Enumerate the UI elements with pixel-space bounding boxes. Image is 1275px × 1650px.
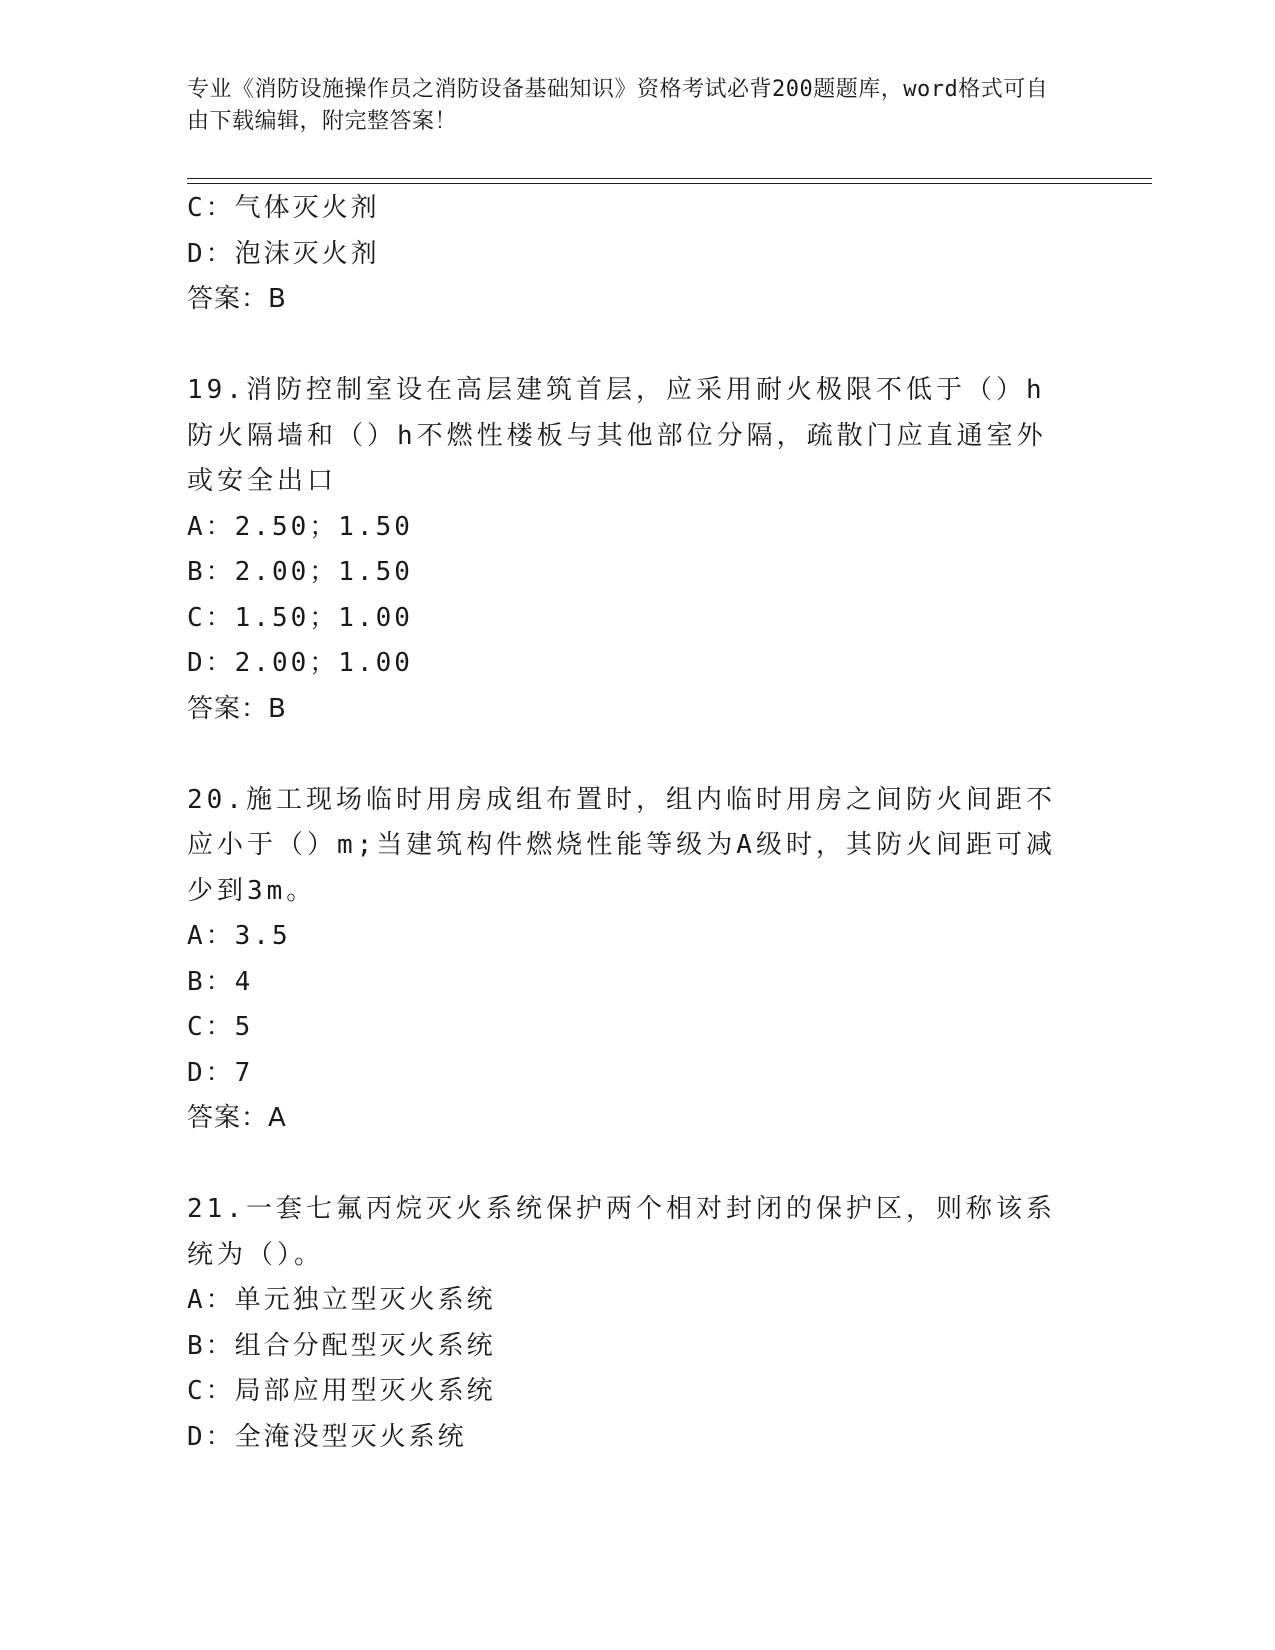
question-stem: 20.施工现场临时用房成组布置时，组内临时用房之间防火间距不应小于（）m;当建筑构件燃烧性能等级为A级时，其防火间距可减少到3m。: [187, 784, 1056, 906]
question-19: [187, 368, 1087, 732]
header-divider-top: [187, 178, 1152, 179]
answer-line: 答案：B: [187, 693, 287, 724]
question-stem: 21.一套七氟丙烷灭火系统保护两个相对封闭的保护区，则称该系统为（）。: [187, 1194, 1056, 1270]
option-d: D：全淹没型灭火系统: [187, 1421, 467, 1452]
question-list: [187, 186, 1087, 1460]
option-d: D：泡沫灭火剂: [187, 238, 380, 269]
option-a: A：2.50；1.50: [187, 511, 413, 542]
option-c: C：局部应用型灭火系统: [187, 1376, 496, 1406]
option-a: A：单元独立型灭火系统: [187, 1285, 496, 1315]
question-stem: 19.消防控制室设在高层建筑首层，应采用耐火极限不低于（）h防火隔墙和（）h不燃性楼板与其他部位分隔，疏散门应直通室外或安全出口: [187, 375, 1047, 496]
option-a: A：3.5: [187, 921, 291, 951]
option-b: B：2.00；1.50: [187, 557, 413, 587]
option-b: B：4: [187, 966, 254, 997]
document-header: 专业《消防设施操作员之消防设备基础知识》资格考试必背200题题库，word格式可自由下载编辑，附完整答案！: [187, 77, 1049, 134]
option-c: C：5: [187, 1012, 254, 1042]
continued-question: [187, 186, 1087, 323]
option-b: B：组合分配型灭火系统: [187, 1330, 496, 1361]
question-21: [187, 1187, 1087, 1460]
answer-line: 答案：A: [187, 1103, 287, 1133]
option-c: C：1.50；1.00: [187, 602, 413, 633]
option-c: C：气体灭火剂: [187, 193, 380, 223]
header-divider-bottom: [187, 183, 1152, 184]
option-d: D：7: [187, 1057, 254, 1088]
option-d: D：2.00；1.00: [187, 648, 413, 678]
answer-line: 答案：B: [187, 284, 287, 314]
question-20: [187, 778, 1087, 1142]
